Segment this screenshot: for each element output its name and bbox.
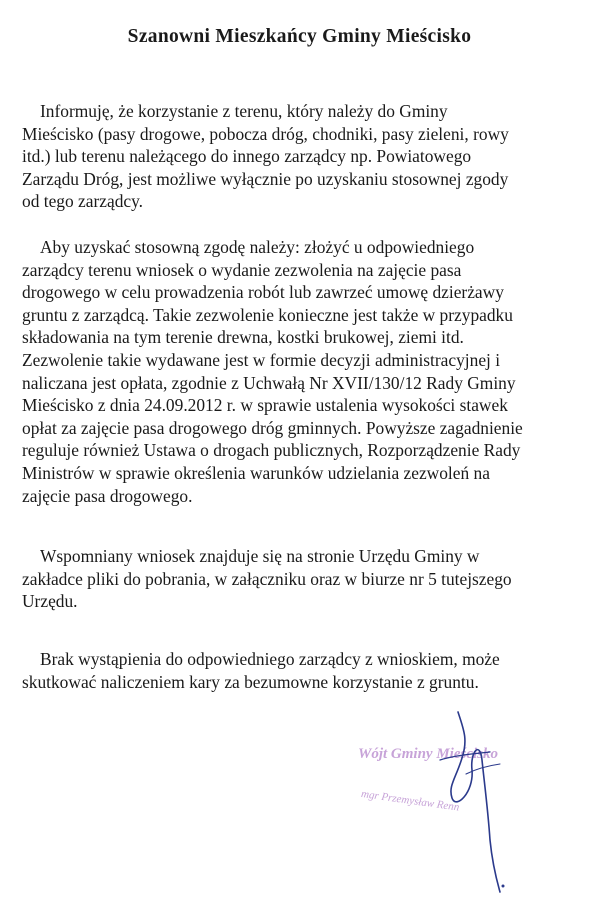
text-line: składowania na tym terenie drewna, kostki brukowej, ziemi itd. (22, 327, 464, 348)
document-title: Szanowni Mieszkańcy Gminy Mieścisko (127, 26, 472, 47)
paragraph-2 (22, 236, 578, 507)
text-line: Brak wystąpienia do odpowiedniego zarządcy z wnioskiem, może (40, 649, 500, 669)
text-line: opłat za zajęcie pasa drogowego dróg gminnych. Powyższe zagadnienie (22, 417, 523, 438)
text-line: Aby uzyskać stosowną zgodę należy: złożyć u odpowiedniego (40, 237, 475, 257)
text-line: drogowego w celu prowadzenia robót lub zawrzeć umowę dzierżawy (22, 282, 504, 303)
text-line: Wspomniany wniosek znajduje się na stronie Urzędu Gminy w (40, 546, 480, 566)
text-line: reguluje również Ustawa o drogach publicznych, Rozporządzenie Rady (22, 440, 521, 461)
text-line: Mieścisko (pasy drogowe, pobocza dróg, chodniki, pasy zieleni, rowy (22, 123, 509, 144)
text-line: Zezwolenie takie wydawane jest w formie decyzji administracyjnej i (22, 349, 501, 370)
text-line: zarządcy terenu wniosek o wydanie zezwolenia na zajęcie pasa (22, 259, 462, 280)
text-line: od tego zarządcy. (22, 191, 144, 212)
stamp-title: Wójt Gminy Mieścisko (358, 746, 499, 762)
official-stamp (340, 700, 580, 900)
text-line: naliczana jest opłata, zgodnie z Uchwałą Nr XVII/130/12 Rady Gminy (22, 372, 516, 393)
paragraph-1 (22, 100, 578, 213)
text-line: zajęcie pasa drogowego. (22, 485, 193, 506)
text-line: zakładce pliki do pobrania, w załączniku oraz w biurze nr 5 tutejszego (22, 568, 512, 589)
text-line: Ministrów w sprawie określenia warunków udzielania zezwoleń na (22, 462, 490, 483)
paragraph-4 (22, 648, 578, 693)
paragraph-3 (22, 545, 578, 613)
text-line: Urzędu. (22, 591, 78, 612)
stamp-name: mgr Przemysław Renn (360, 788, 461, 814)
text-line: itd.) lub terenu należącego do innego zarządcy np. Powiatowego (22, 146, 472, 167)
text-line: Informuję, że korzystanie z terenu, który należy do Gminy (40, 101, 448, 121)
text-line: gruntu z zarządcą. Takie zezwolenie konieczne jest także w przypadku (22, 304, 513, 325)
text-line: Mieścisko z dnia 24.09.2012 r. w sprawie ustalenia wysokości stawek (22, 395, 508, 416)
text-line: skutkować naliczeniem kary za bezumowne korzystanie z gruntu. (22, 671, 479, 692)
signature-icon (340, 700, 580, 900)
text-line: Zarządu Dróg, jest możliwe wyłącznie po uzyskaniu stosownej zgody (22, 168, 509, 189)
